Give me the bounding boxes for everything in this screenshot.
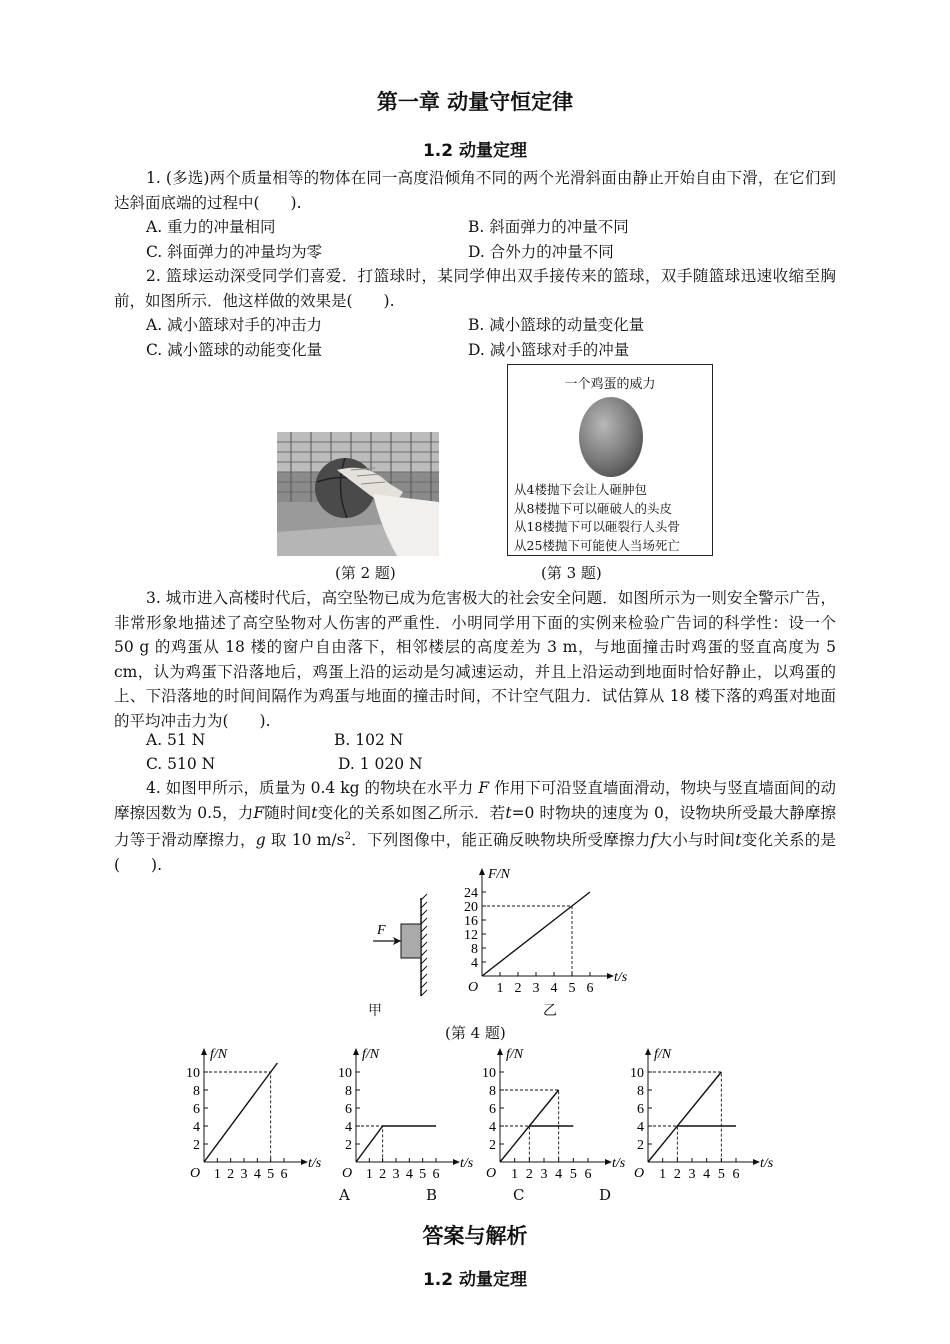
- choice-a-x-tick-label-5: 5: [267, 1167, 275, 1182]
- q1-option-c: C. 斜面弹力的冲量均为零: [146, 243, 323, 261]
- choice-d-chart: [622, 1042, 774, 1182]
- choice-a-x-tick-label-3: 3: [240, 1167, 248, 1182]
- choice-b-y-tick-label-8: 8: [345, 1084, 352, 1099]
- chapter-title: 第一章 动量守恒定律: [376, 90, 574, 114]
- choice-b-series-line: [356, 1126, 436, 1162]
- yi-x-tick-label-2: 2: [514, 981, 522, 996]
- choice-c-chart: [474, 1042, 626, 1182]
- yi-x-tick-label-3: 3: [532, 981, 540, 996]
- choice-d-y-tick-label-2: 2: [637, 1138, 644, 1153]
- choice-d-series-rise: [648, 1072, 721, 1162]
- yi-series-line: [482, 892, 590, 976]
- choice-a-y-tick-label-8: 8: [193, 1084, 200, 1099]
- choice-b-x-tick-label-1: 1: [365, 1167, 373, 1182]
- egg-warning-poster: [507, 364, 713, 556]
- yi-y-tick-label-24: 24: [464, 886, 478, 901]
- yi-y-axis-label: F/N: [488, 867, 510, 882]
- answer-title: 答案与解析: [422, 1224, 528, 1248]
- choice-d-x-tick-label-3: 3: [688, 1167, 696, 1182]
- q2-option-d: D. 减小篮球对手的冲量: [468, 341, 630, 359]
- choice-b-x-axis-label: t/s: [460, 1156, 474, 1171]
- question-1-stem: 1. (多选)两个质量相等的物体在同一高度沿倾角不同的两个光滑斜面由静止开始自由下滑，在它们到达斜面底端的过程中( ).: [114, 169, 836, 212]
- choice-d-y-arrow: [645, 1048, 651, 1055]
- q1-option-b: B. 斜面弹力的冲量不同: [468, 218, 629, 236]
- q2-option-c: C. 减小篮球的动能变化量: [146, 341, 323, 359]
- poster-line-2: 从8楼抛下可以砸破人的头皮: [514, 500, 672, 516]
- choice-a-series-line: [204, 1063, 277, 1162]
- choice-d-x-axis-label: t/s: [760, 1156, 774, 1171]
- choice-a-x-tick-label-6: 6: [280, 1167, 288, 1182]
- choice-a-x-tick-label-4: 4: [253, 1167, 261, 1182]
- choice-d-x-tick-label-4: 4: [703, 1167, 711, 1182]
- choice-b-x-arrow: [453, 1159, 460, 1165]
- choice-d-origin: O: [634, 1166, 645, 1181]
- choice-label-a: A: [339, 1186, 350, 1204]
- yi-x-tick-label-6: 6: [586, 981, 594, 996]
- q2-option-b: B. 减小篮球的动量变化量: [468, 316, 645, 334]
- poster-line-1: 从4楼抛下会让人砸肿包: [514, 482, 647, 497]
- choice-b-y-tick-label-6: 6: [345, 1102, 352, 1117]
- question-3-stem: 3. 城市进入高楼时代后，高空坠物已成为危害极大的社会安全问题．如图所示为一则安全警示广告，非常形象地描述了高空坠物对人伤害的严重性．小明同学用下面的实例来检验广告词的科学性：设一个 50 g 的鸡蛋从 18 楼的窗户自由落下，相邻楼层的高度差为 3 m，与地面撞击时鸡蛋的竖直高度为 5 cm，认为鸡蛋下沿落地后，鸡蛋上沿的运动是匀减速运动，并且上沿运动到地面时恰好静止，以鸡蛋的上、下沿落地的时间间隔作为鸡蛋与地面的撞击时间，不计空气阻力．试估算从 18 楼下落的鸡蛋对地面的平均冲击力为( ).: [114, 589, 836, 730]
- choice-a-y-axis-label: f/N: [210, 1047, 228, 1062]
- q3-option-c: C. 510 N: [146, 755, 216, 773]
- figure-4-force-time-chart: [460, 867, 628, 996]
- choice-c-x-tick-label-2: 2: [525, 1167, 533, 1182]
- choice-d-x-tick-label-2: 2: [673, 1167, 681, 1182]
- choice-label-d: D: [599, 1186, 612, 1204]
- choice-c-y-axis-label: f/N: [506, 1047, 524, 1062]
- poster-line-4: 从25楼抛下可能使人当场死亡: [514, 537, 680, 553]
- choice-a-y-tick-label-10: 10: [186, 1066, 200, 1081]
- q3-option-b: B. 102 N: [334, 731, 404, 749]
- q2-option-a: A. 减小篮球对手的冲击力: [146, 316, 323, 334]
- label-jia: 甲: [368, 1003, 382, 1019]
- choice-b-y-tick-label-10: 10: [338, 1066, 352, 1081]
- answer-section-title: 1.2 动量定理: [422, 1270, 528, 1290]
- choice-d-x-arrow: [753, 1159, 760, 1165]
- choice-d-y-tick-label-10: 10: [630, 1066, 644, 1081]
- force-label: F: [377, 923, 386, 938]
- choice-c-x-axis-label: t/s: [612, 1156, 626, 1171]
- question-2-stem: 2. 篮球运动深受同学们喜爱．打篮球时，某同学伸出双手接传来的篮球，双手随篮球迅速收缩至胸前，如图所示．他这样做的效果是( ).: [114, 267, 836, 310]
- choice-d-y-tick-label-4: 4: [637, 1120, 644, 1135]
- choice-d-x-tick-label-5: 5: [717, 1167, 725, 1182]
- yi-y-tick-label-8: 8: [471, 942, 478, 957]
- q1-option-a: A. 重力的冲量相同: [146, 218, 276, 236]
- label-yi: 乙: [543, 1003, 557, 1019]
- choice-b-y-arrow: [353, 1048, 359, 1055]
- q1-option-d: D. 合外力的冲量不同: [468, 243, 614, 261]
- poster-line-3: 从18楼抛下可以砸裂行人头骨: [514, 519, 680, 534]
- choice-b-x-tick-label-2: 2: [379, 1167, 387, 1182]
- choice-b-y-tick-label-4: 4: [345, 1120, 352, 1135]
- choice-a-chart: [178, 1042, 322, 1182]
- choice-c-y-tick-label-10: 10: [482, 1066, 496, 1081]
- choice-c-x-tick-label-3: 3: [540, 1167, 548, 1182]
- choice-b-y-tick-label-2: 2: [345, 1138, 352, 1153]
- figure-4-block-on-wall: [365, 890, 445, 1000]
- yi-y-tick-label-12: 12: [464, 928, 478, 943]
- q3-option-a: A. 51 N: [146, 731, 206, 749]
- choice-c-origin: O: [486, 1166, 497, 1181]
- figure-4-caption: (第 4 题): [445, 1024, 506, 1042]
- yi-y-tick-label-4: 4: [471, 956, 478, 971]
- choice-c-y-tick-label-4: 4: [489, 1120, 496, 1135]
- q3-option-d: D. 1 020 N: [338, 755, 423, 773]
- choice-c-y-tick-label-2: 2: [489, 1138, 496, 1153]
- yi-y-tick-label-16: 16: [464, 914, 478, 929]
- choice-b-y-axis-label: f/N: [362, 1047, 380, 1062]
- choice-a-x-tick-label-1: 1: [213, 1167, 221, 1182]
- choice-a-origin: O: [190, 1166, 201, 1181]
- choice-d-y-tick-label-6: 6: [637, 1102, 644, 1117]
- egg-icon: [576, 393, 646, 479]
- question-4-stem: 4. 如图甲所示，质量为 0.4 kg 的物块在水平力 F 作用下可沿竖直墙面滑动，物块与竖直墙面间的动摩擦因数为 0.5，力F随时间t变化的关系如图乙所示．若t=0 时物块的速度为 0，设物块所受最大静摩擦力等于滑动摩擦力，g 取 10 $m/s^2$．下列图像中，能正确反映物块所受摩擦力f大小与时间t变化关系的是( ).: [114, 779, 836, 874]
- choice-d-x-tick-label-1: 1: [659, 1167, 667, 1182]
- choice-a-y-arrow: [201, 1048, 207, 1055]
- yi-origin: O: [468, 980, 479, 995]
- basketball-photo: [277, 432, 439, 556]
- yi-y-tick-label-20: 20: [464, 900, 478, 915]
- poster-title: 一个鸡蛋的威力: [564, 377, 656, 392]
- choice-d-y-tick-label-8: 8: [637, 1084, 644, 1099]
- choice-a-y-tick-label-2: 2: [193, 1138, 200, 1153]
- choice-a-x-tick-label-2: 2: [227, 1167, 235, 1182]
- choice-a-x-axis-label: t/s: [308, 1156, 322, 1171]
- choice-c-y-arrow: [497, 1048, 503, 1055]
- choice-a-y-tick-label-4: 4: [193, 1120, 200, 1135]
- yi-x-arrow: [607, 973, 614, 979]
- yi-x-tick-label-5: 5: [568, 981, 576, 996]
- choice-c-x-tick-label-6: 6: [584, 1167, 592, 1182]
- choice-b-x-tick-label-3: 3: [392, 1167, 400, 1182]
- choice-c-x-tick-label-1: 1: [511, 1167, 519, 1182]
- choice-c-y-tick-label-6: 6: [489, 1102, 496, 1117]
- choice-a-y-tick-label-6: 6: [193, 1102, 200, 1117]
- choice-b-x-tick-label-5: 5: [419, 1167, 427, 1182]
- choice-c-y-tick-label-8: 8: [489, 1084, 496, 1099]
- choice-b-chart: [330, 1042, 474, 1182]
- yi-x-axis-label: t/s: [614, 970, 628, 985]
- yi-x-tick-label-4: 4: [550, 981, 558, 996]
- choice-label-c: C: [513, 1186, 525, 1204]
- choice-d-y-axis-label: f/N: [654, 1047, 672, 1062]
- figure-3-caption: (第 3 题): [541, 564, 602, 582]
- section-title: 1.2 动量定理: [422, 141, 528, 161]
- choice-d-x-tick-label-6: 6: [732, 1167, 740, 1182]
- choice-b-origin: O: [342, 1166, 353, 1181]
- yi-x-tick-label-1: 1: [496, 981, 504, 996]
- choice-c-x-tick-label-5: 5: [569, 1167, 577, 1182]
- choice-c-x-tick-label-4: 4: [555, 1167, 563, 1182]
- choice-label-b: B: [426, 1186, 438, 1204]
- choice-b-x-tick-label-4: 4: [405, 1167, 413, 1182]
- choice-c-x-arrow: [605, 1159, 612, 1165]
- choice-b-x-tick-label-6: 6: [432, 1167, 440, 1182]
- choice-a-x-arrow: [301, 1159, 308, 1165]
- figure-2-caption: (第 2 题): [335, 564, 396, 582]
